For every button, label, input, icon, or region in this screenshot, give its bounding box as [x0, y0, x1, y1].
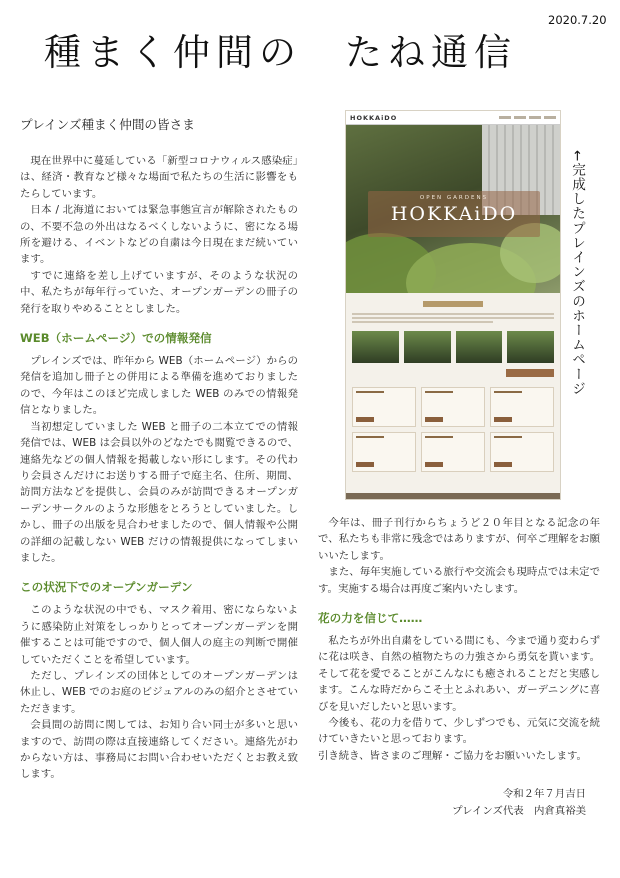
website-hero-title: HOKKAiDO [390, 203, 518, 225]
open-garden-paragraph: ただし、プレインズの団体としてのオープンガーデンは休止し、WEB でのお庭のビジュアルのみの紹介とさせていただきます。 [20, 669, 298, 715]
right-paragraph: 今年は、冊子刊行からちょうど２０年目となる記念の年で、私たちも非常に残念ではありますが、何卒ご理解をお願いいたします。 [318, 517, 600, 562]
website-card-grid [352, 387, 554, 472]
closing-paragraph: 今後も、花の力を借りて、少しずつでも、元気に交流を続けていきたいと思っております。 [318, 717, 600, 746]
website-hero-image [346, 125, 560, 293]
website-thumbnails [352, 331, 554, 363]
closing-paragraph: 私たちが外出自粛をしている間にも、今まで通り変わらずに花は咲き、自然の植物たちの力強さから勇気を貰います。そして花を愛でることがこんなにも癒されることだと実感します。こんな時だからこそ土とふれあい、ガーデニングに喜びを見いだしたいと思います。 [318, 635, 600, 713]
website-nav [499, 116, 556, 119]
section-heading-flowers: 花の力を信じて…… [318, 611, 423, 626]
website-hero-sub: OPEN GARDENS [419, 195, 489, 201]
date-stamp: 2020.7.20 [548, 13, 607, 27]
section-heading-open-garden: この状況下でのオープンガーデン [20, 580, 193, 595]
newsletter-masthead: 種まく仲間の たね通信 [44, 31, 517, 74]
signature-block [318, 786, 586, 819]
left-column [20, 114, 298, 783]
intro-paragraph: 日本 / 北海道においては緊急事態宣言が解除されたものの、不要不急の外出はなるべくしないように、密になる場所を避ける、イベントなどの自粛は今日現在まだ続いています。 [20, 204, 298, 266]
section-heading-web: WEB（ホームページ）での情報発信 [20, 331, 212, 346]
greeting: プレインズ種まく仲間の皆さま [20, 117, 195, 132]
intro-paragraph: すでに連絡を差し上げていますが、そのような状況の中、私たちが毎年行っていた、オープンガーデンの冊子の発行を取りやめることとしました。 [20, 269, 298, 315]
website-hero-band [368, 191, 540, 237]
website-screenshot [345, 110, 561, 500]
website-caption: ←完成したプレインズのホームページ [569, 150, 585, 396]
website-brand: HOKKAiDO [350, 113, 398, 122]
website-top-bar [346, 111, 560, 125]
web-paragraph: 当初想定していました WEB と冊子の二本立てでの情報発信では、WEB は会員以外のどなたでも閲覧できるので、連絡先などの個人情報を掲載しない形にします。その代わり会員さんだけにお送りする冊子で庭主名、住所、期間、訪問方法などを提供し、会員のみが訪問できるオープンガーデンサークルのような形態をとろうとしていました。しかし、冊子の出版を見合わせましたので、個人情報や公開の詳細の記載しない WEB だけの情報提供になってしまいました。 [20, 420, 298, 564]
right-column [318, 515, 600, 819]
website-body [346, 293, 560, 472]
signature-name: プレインズ代表 内倉真裕美 [452, 804, 586, 817]
open-garden-paragraph: このような状況の中でも、マスク着用、密にならないように感染防止対策をしっかりとってオープンガーデンを開催することは可能ですので、個人個人の庭主の判断で開催していただくことを希望しています。 [20, 604, 298, 666]
web-paragraph: プレインズでは、昨年から WEB（ホームページ）からの発信を追加し冊子との併用による準備を進めておりましたので、今年はこのほど完成しました WEB のみでの情報発信となりました。 [20, 355, 298, 417]
intro-paragraph: 現在世界中に蔓延している「新型コロナウィルス感染症」は、経済・教育など様々な場面で私たちの生活に影響をもたらしています。 [20, 155, 298, 200]
right-paragraph: また、毎年実施している旅行や交流会も現時点では未定です。実施する場合は再度ご案内いたします。 [318, 566, 600, 595]
open-garden-paragraph: 会員間の訪問に関しては、お知り合い同士が多いと思いますので、訪問の際は直接連絡してください。連絡先がわからない方は、事務局にお問い合わせいただくとお教え致します。 [20, 719, 298, 781]
final-line: 引き続き、皆さまのご理解・ご協力をお願いいたします。 [318, 749, 587, 762]
signature-date: 令和２年７月吉日 [502, 788, 586, 801]
